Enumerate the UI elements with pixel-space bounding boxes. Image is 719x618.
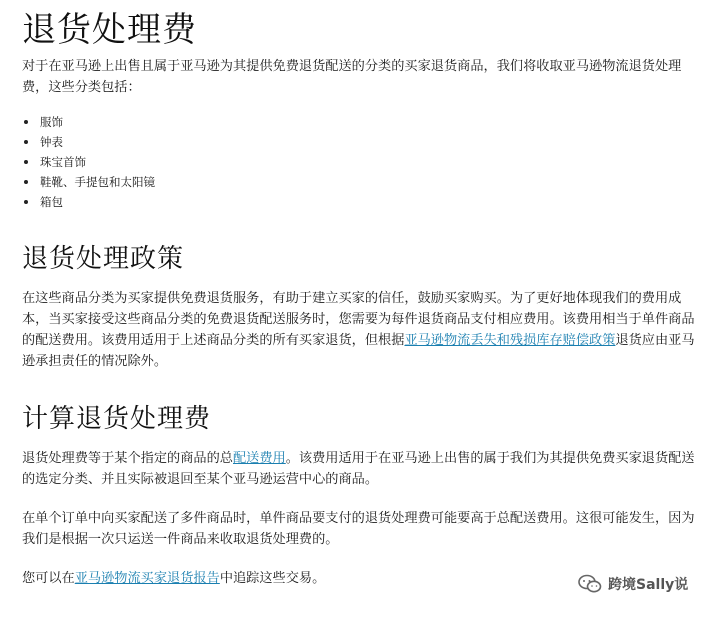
wechat-icon [578, 574, 602, 594]
policy-section [22, 242, 702, 372]
watermark [578, 574, 688, 594]
policy-text-before: 在这些商品分类为买家提供免费退货服务，有助于建立买家的信任，鼓励买家购买。为了更好地体现我们的费用成本，当买家接受这些商品分类的免费退货配送服务时，您需要为每件退货商品支付相应费用。该费用相当于单件商品的配送费用。该费用适用于上述商品分类的所有买家退货，但根据 [22, 291, 695, 348]
intro-paragraph: 对于在亚马逊上出售且属于亚马逊为其提供免费退货配送的分类的买家退货商品，我们将收取亚马逊物流退货处理费，这些分类包括： [22, 59, 682, 95]
returns-report-link[interactable]: 亚马逊物流买家退货报告 [74, 571, 220, 586]
policy-heading: 退货处理政策 [22, 244, 185, 274]
calc-section [22, 402, 702, 589]
list-item: 珠宝首饰 [22, 152, 702, 172]
calc-paragraph-1 [22, 448, 702, 490]
list-item: 钟表 [22, 132, 702, 152]
policy-text-after: 退货应由亚马逊承担责任的情况除外。 [22, 333, 695, 369]
watermark-text: 跨境Sally说 [608, 577, 689, 593]
calc-heading: 计算退货处理费 [22, 404, 212, 434]
list-item: 箱包 [22, 192, 702, 212]
category-list [22, 112, 702, 212]
document-page [22, 0, 702, 589]
calc-paragraph-2: 在单个订单中向买家配送了多件商品时，单件商品要支付的退货处理费可能要高于总配送费用。这很可能发生，因为我们是根据一次只运送一件商品来收取退货处理费的。 [22, 511, 695, 547]
page-title: 退货处理费 [22, 10, 197, 50]
calc-p3-after: 中追踪这些交易。 [219, 571, 326, 586]
calc-p1-after: 。该费用适用于在亚马逊上出售的属于我们为其提供免费买家退货配送的选定分类、并且实际被退回至某个亚马逊运营中心的商品。 [22, 451, 695, 487]
calc-p1-before: 退货处理费等于某个指定的商品的总 [22, 451, 233, 466]
compensation-policy-link[interactable]: 亚马逊物流丢失和残损库存赔偿政策 [404, 333, 616, 348]
policy-paragraph [22, 288, 702, 372]
shipping-fee-link[interactable]: 配送费用 [233, 451, 286, 466]
calc-p3-before: 您可以在 [22, 571, 75, 586]
list-item: 服饰 [22, 112, 702, 132]
list-item: 鞋靴、手提包和太阳镜 [22, 172, 702, 192]
